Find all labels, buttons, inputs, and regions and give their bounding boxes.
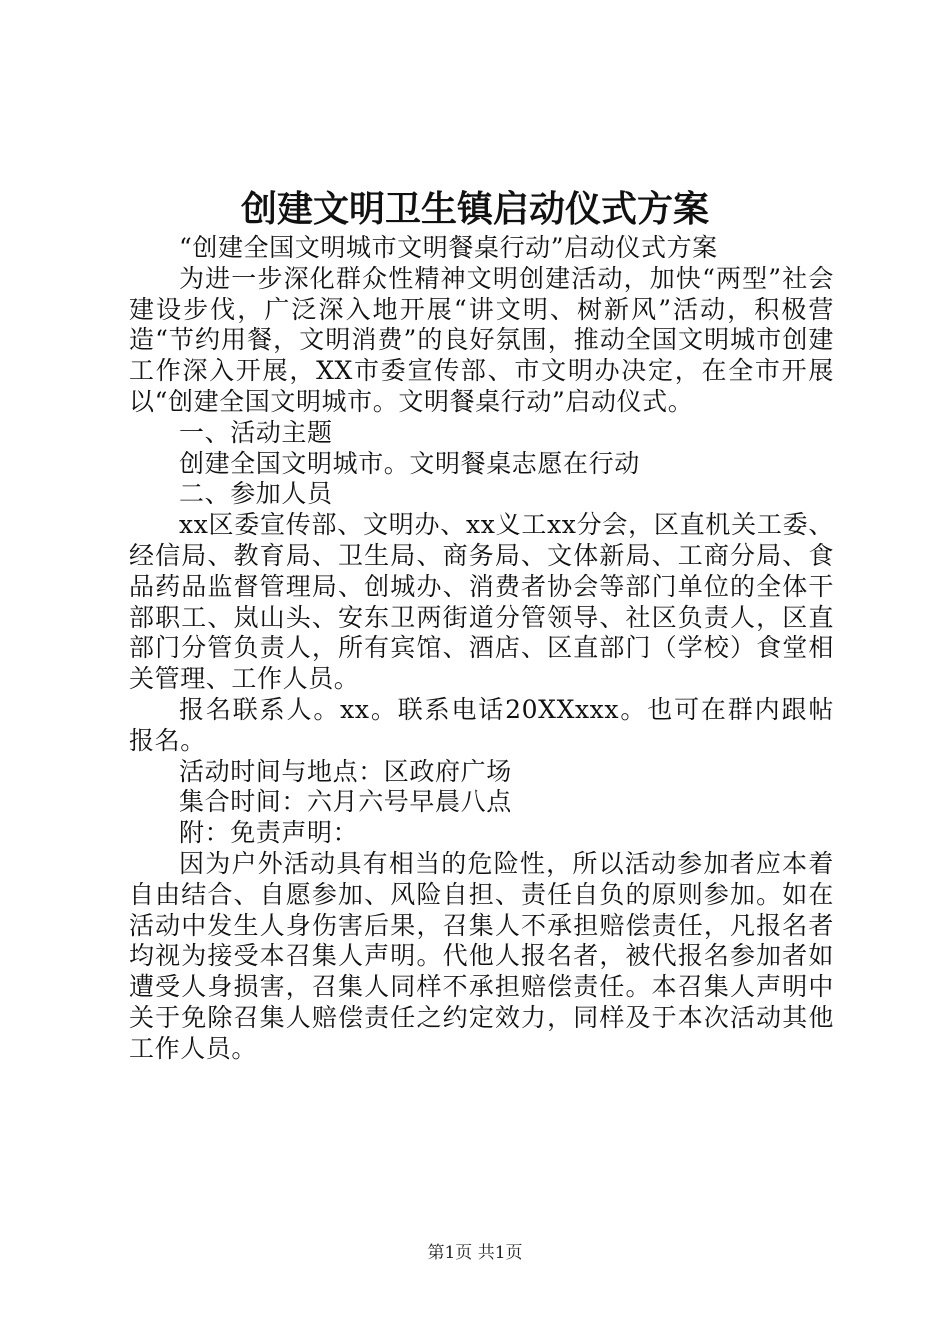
subtitle-paragraph: “创建全国文明城市文明餐桌行动”启动仪式方案 bbox=[179, 233, 718, 262]
page-footer: 第1页 共1页 bbox=[427, 1243, 523, 1263]
document-body bbox=[129, 233, 834, 1065]
document-title: 创建文明卫生镇启动仪式方案 bbox=[240, 188, 709, 230]
disclaimer-heading: 附：免责声明： bbox=[179, 818, 359, 848]
time-location-paragraph: 活动时间与地点：区政府广场 bbox=[179, 756, 512, 786]
assembly-time-paragraph: 集合时间：六月六号早晨八点 bbox=[179, 787, 512, 817]
contact-paragraph: 报名联系人。xx。联系电话20XXxxx。也可在群内跟帖报名。 bbox=[129, 694, 834, 755]
section-heading-participants: 二、参加人员 bbox=[179, 479, 333, 509]
theme-paragraph: 创建全国文明城市。文明餐桌志愿在行动 bbox=[179, 448, 640, 478]
participants-paragraph: xx区委宣传部、文明办、xx义工xx分会，区直机关工委、经信局、教育局、卫生局、商务局、文体新局、工商分局、食品药品监督管理局、创城办、消费者协会等部门单位的全体干部职工、岚山头、安东卫两街道分管领导、社区负责人，区直部门分管负责人，所有宾馆、酒店、区直部门（学校）食堂相关管理、工作人员。 bbox=[129, 510, 834, 694]
disclaimer-paragraph: 因为户外活动具有相当的危险性，所以活动参加者应本着自由结合、自愿参加、风险自担、责任自负的原则参加。如在活动中发生人身伤害后果，召集人不承担赔偿责任，凡报名者均视为接受本召集人声明。代他人报名者，被代报名参加者如遭受人身损害，召集人同样不承担赔偿责任。本召集人声明中关于免除召集人赔偿责任之约定效力，同样及于本次活动其他工作人员。 bbox=[129, 848, 834, 1063]
intro-paragraph: 为进一步深化群众性精神文明创建活动，加快“两型”社会建设步伐，广泛深入地开展“讲文明、树新风”活动，积极营造“节约用餐，文明消费”的良好氛围，推动全国文明城市创建工作深入开展，XX市委宣传部、市文明办决定，在全市开展以“创建全国文明城市。文明餐桌行动”启动仪式。 bbox=[129, 263, 834, 416]
section-heading-theme: 一、活动主题 bbox=[179, 417, 333, 447]
